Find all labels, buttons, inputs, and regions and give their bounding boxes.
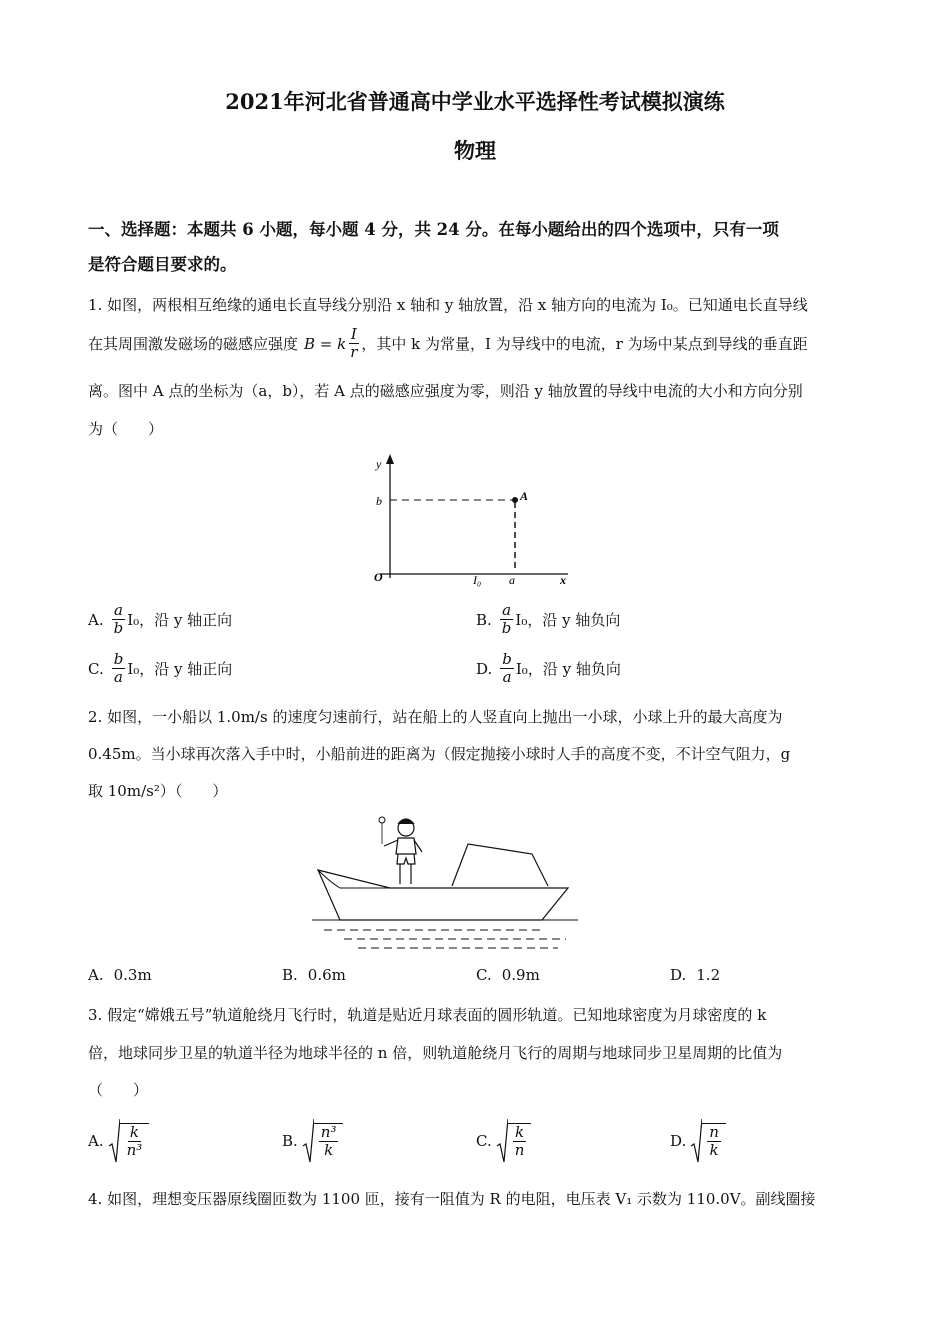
- boat-cabin: [452, 844, 548, 886]
- point-A: [512, 497, 518, 503]
- q1-line-3: 离。图中 A 点的坐标为（a，b），若 A 点的磁感应强度为零，则沿 y 轴放置的导线中电流的大小和方向分别: [88, 382, 803, 400]
- q3-option-d-den: k: [709, 1141, 719, 1159]
- q1-option-b[interactable]: [476, 602, 620, 637]
- q2-option-d-text: 1.2: [696, 966, 721, 984]
- q3-option-d-num: n: [709, 1123, 719, 1141]
- origin-label: O: [374, 570, 383, 584]
- q2-option-c[interactable]: [476, 966, 540, 984]
- q1-line-2: [88, 326, 808, 361]
- q2-option-c-text: 0.9m: [501, 966, 540, 984]
- q3-option-d[interactable]: [670, 1118, 726, 1164]
- q1-formula-fraction: [348, 326, 359, 361]
- boat-hull: [318, 870, 568, 920]
- current-label: I₀: [473, 573, 482, 587]
- q1-option-d-text: I₀，沿 y 轴负向: [515, 660, 621, 678]
- q1-line-2-a: 在其周围激发磁场的磁感应强度: [88, 335, 299, 353]
- y-label: y: [376, 457, 382, 471]
- q3-option-b-den: k: [324, 1141, 334, 1159]
- q1-coordinate-figure: [360, 450, 590, 590]
- q3-option-a[interactable]: [88, 1118, 149, 1164]
- q1-option-a-fraction: [112, 602, 126, 637]
- q3-option-c-letter: C.: [476, 1132, 492, 1150]
- q1-option-a-num: a: [113, 601, 123, 619]
- q4-line-1: 4. 如图，理想变压器原线圈匝数为 1100 匝，接有一阻值为 R 的电阻，电压表 V₁ 示数为 110.0V。副线圈接: [88, 1190, 816, 1208]
- q1-option-c-num: b: [113, 650, 124, 668]
- q2-line-3: 取 10m/s²）（ ）: [88, 782, 228, 800]
- q1-option-b-den: b: [501, 619, 512, 637]
- q2-option-b-text: 0.6m: [307, 966, 346, 984]
- person-figure: [384, 819, 422, 884]
- q1-option-a-text: I₀，沿 y 轴正向: [127, 611, 233, 629]
- A-label: A: [520, 489, 529, 503]
- section-heading-line-1: 一、选择题：本题共 6 小题，每小题 4 分，共 24 分。在每小题给出的四个选项中，只有一项: [88, 220, 779, 239]
- q1-option-d[interactable]: [476, 651, 621, 686]
- q1-line-4: 为（ ）: [88, 420, 164, 438]
- q3-option-b-sqrt: [302, 1118, 344, 1164]
- q3-option-b[interactable]: [282, 1118, 343, 1164]
- q2-option-d[interactable]: [670, 966, 720, 984]
- q3-option-a-num: k: [129, 1123, 139, 1141]
- subject-title: 物理: [454, 138, 496, 163]
- q3-option-d-sqrt: [690, 1118, 726, 1164]
- q1-option-d-letter: D.: [476, 659, 493, 678]
- q3-option-d-letter: D.: [670, 1132, 687, 1150]
- q1-option-a[interactable]: [88, 602, 232, 637]
- q1-option-c-letter: C.: [88, 659, 104, 678]
- q3-option-b-num: n³: [320, 1123, 337, 1141]
- q2-option-a[interactable]: [88, 966, 152, 984]
- q3-option-c-den: n: [514, 1141, 525, 1159]
- q1-option-c-text: I₀，沿 y 轴正向: [127, 660, 233, 678]
- q1-line-1: 1. 如图，两根相互绝缘的通电长直导线分别沿 x 轴和 y 轴放置，沿 x 轴方向的电流为 I₀。已知通电长直导线: [88, 296, 808, 314]
- exam-title: 2021年河北省普通高中学业水平选择性考试模拟演练: [225, 89, 725, 114]
- q1-line-2-b: ，其中 k 为常量，I 为导线中的电流，r 为场中某点到导线的垂直距: [361, 335, 808, 353]
- q2-option-d-letter: D.: [670, 966, 687, 984]
- q1-option-a-letter: A.: [88, 610, 104, 629]
- q2-option-b-letter: B.: [282, 966, 298, 984]
- q2-option-c-letter: C.: [476, 966, 492, 984]
- q1-option-c[interactable]: [88, 651, 232, 686]
- q2-line-2: 0.45m。当小球再次落入手中时，小船前进的距离为（假定抛接小球时人手的高度不变，不计空气阻力，g: [88, 745, 791, 763]
- section-heading: [88, 212, 868, 282]
- q2-option-b[interactable]: [282, 966, 346, 984]
- q1-option-d-num: b: [502, 650, 512, 668]
- a-label: a: [509, 573, 515, 587]
- q3-option-a-den: n³: [126, 1141, 143, 1159]
- ball: [379, 817, 385, 823]
- section-heading-line-2: 是符合题目要求的。: [88, 255, 237, 274]
- q2-option-a-text: 0.3m: [113, 966, 152, 984]
- q3-line-3: （ ）: [88, 1081, 149, 1099]
- q1-option-b-num: a: [502, 601, 512, 619]
- q3-option-b-letter: B.: [282, 1132, 298, 1150]
- x-label: x: [560, 573, 566, 587]
- q1-formula-lhs: B = k: [304, 334, 347, 353]
- q1-option-b-letter: B.: [476, 610, 492, 629]
- q2-boat-figure: [310, 808, 580, 958]
- q3-option-c-sqrt: [496, 1118, 532, 1164]
- q2-line-1: 2. 如图，一小船以 1.0m/s 的速度匀速前行，站在船上的人竖直向上抛出一小球，小球上升的最大高度为: [88, 708, 783, 726]
- q1-option-b-fraction: [500, 602, 514, 637]
- q3-line-2: 倍，地球同步卫星的轨道半径为地球半径的 n 倍，则轨道舱绕月飞行的周期与地球同步卫星周期的比值为: [88, 1044, 783, 1062]
- q1-formula-den: r: [350, 343, 358, 361]
- q1-option-c-den: a: [114, 668, 123, 686]
- q1-option-b-text: I₀，沿 y 轴负向: [515, 611, 621, 629]
- b-label: b: [376, 494, 382, 508]
- q3-option-a-letter: A.: [88, 1132, 104, 1150]
- q3-line-1: 3. 假定“嫦娥五号”轨道舱绕月飞行时，轨道是贴近月球表面的圆形轨道。已知地球密度为月球密度的 k: [88, 1006, 767, 1024]
- q1-option-a-den: b: [113, 619, 124, 637]
- q3-option-a-sqrt: [108, 1118, 150, 1164]
- q3-option-c[interactable]: [476, 1118, 531, 1164]
- q1-option-d-fraction: [500, 651, 514, 686]
- q1-option-d-den: a: [502, 668, 512, 686]
- y-axis-arrow: [386, 454, 394, 464]
- q1-option-c-fraction: [112, 651, 126, 686]
- q2-option-a-letter: A.: [88, 966, 104, 984]
- q3-option-c-num: k: [515, 1123, 525, 1141]
- q1-formula-num: I: [350, 325, 357, 343]
